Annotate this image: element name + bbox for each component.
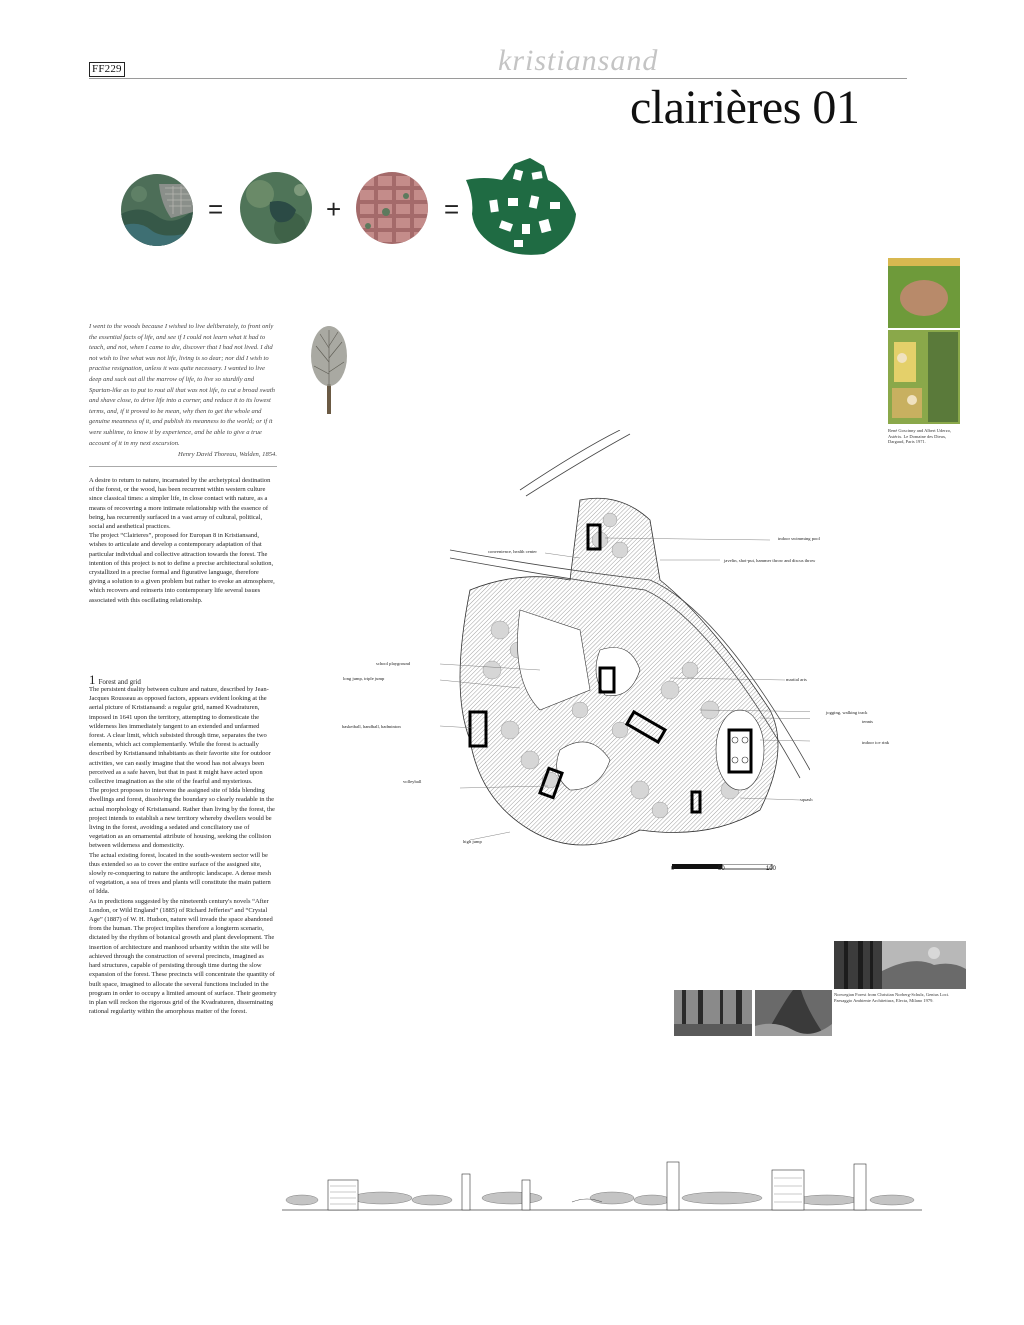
quote-source: Henry David Thoreau, Walden, 1854. bbox=[178, 451, 277, 459]
comic-caption: René Goscinny and Albert Uderzo, Astérix. Le Domaine des Dieux, Dargaud, Paris 1971. bbox=[888, 428, 952, 444]
aerial-forest-coast-image bbox=[121, 174, 193, 246]
equals-operator-1: = bbox=[208, 194, 224, 224]
intro-paragraph-1: A desire to return to nature, incarnated by the archetypical destination of the forest, or the wood, has been recurrent within western culture since classical times: a simpler life, in close contact with nature, as a means of recovering a more intimate relationship with the essence of being, has recurrently surfaced in a vast array of cultural, political, social and aesthetical practices. bbox=[89, 477, 271, 531]
section-paragraph-1: The persistent duality between culture and nature, described by Jean-Jacques Rousseau as opposed factors, appears evident looking at the aerial picture of Kristiansand: a regular grid, named Kvadraturen, imposed in 1641 upon the territory, attempting to domesticate the wilderness lies immediately tangent to an extended and unfarmed forest. A clear limit, which subsisted through time, separates the two elements, which act complementarily. While the forest is actually described by Kristiansand inhabitants as their favorite site for outdoor activities, we can easily imagine that the wood has not always been perceived as a safe haven, but that in past it might have acted upon collective imagination as the site of the fearful and mysterious. bbox=[89, 686, 271, 786]
site-section-elevation bbox=[282, 1160, 922, 1212]
label-indoor-swimming-pool: indoor swimming pool bbox=[778, 536, 820, 541]
intro-paragraph-2: The project “Clairieres”, proposed for Europan 8 in Kristiansand, wishes to articulate and develop a contemporary adaptation of that particular individual and collective attraction towards the forest. The intention of this project is not to define a precise architectural solution, crystallized in a precise formal and figurative language, therefore giving a solution to a given problem but rather to evoke an atmosphere, which recovers and reinserts into contemporary life several issues associated with this oscillating relationship. bbox=[89, 532, 275, 604]
equals-operator-2: = bbox=[444, 194, 460, 224]
quote-divider bbox=[89, 466, 277, 467]
section-paragraph-2: The project proposes to intervene the assigned site of Idda blending dwellings and forest, dissolving the boundary so clearly readable in the actual morphology of Kristiansand. Rather than living by the forest, the project intends to establish a new territory whereby dwellers would be living in the forest, avoiding a sedated and conciliatory use of vegetation as an ornamental attribute of housing, seeking the collision between wilderness and domesticity. bbox=[89, 787, 275, 850]
section-paragraph-3: The actual existing forest, located in the south-western sector will be thus extended so as to cover the entire surface of the assigned site, slowly re-conquering to nature the anthropic landscape. A dense mesh of vegetation, a sea of trees and plants will constitute the main pattern of Idda. bbox=[89, 851, 271, 896]
aerial-city-grid-image bbox=[356, 172, 428, 244]
label-volleyball: volleyball bbox=[403, 779, 422, 784]
plus-operator: + bbox=[326, 194, 342, 224]
city-name: kristiansand bbox=[498, 44, 659, 77]
forest-photo-large bbox=[834, 941, 966, 989]
tree-image bbox=[308, 322, 350, 414]
site-plan bbox=[440, 430, 810, 860]
forest-clearing-diagram bbox=[464, 158, 584, 258]
asterix-comic-image bbox=[888, 258, 960, 426]
label-tennis: tennis bbox=[862, 719, 873, 724]
scale-label-50: 50 bbox=[718, 866, 725, 872]
section-number: 1 bbox=[89, 672, 96, 687]
thoreau-quote bbox=[89, 322, 277, 461]
page-title: clairières 01 bbox=[630, 81, 860, 134]
section-text bbox=[89, 685, 277, 1016]
aerial-forest-image bbox=[240, 172, 312, 244]
scale-bar bbox=[672, 857, 774, 863]
section-paragraph-4: As in predictions suggested by the nineteenth century's novels “After London, or Wild England” (1885) of Richard Jefferies” and “Crystal Age” (1887) of W. H. Hudson, nature will invade the space abandoned from the human. The project implies therefore a longterm scenario, dictated by the rhythm of botanical growth and plant development. The insertion of architecture and manhood urbanity within the site will be achieved through the construction of several precincts, imagined as hard structures, capable of persisting through time during the slow expansion of the forest. These precincts will concentrate the quantity of built space, imagined to allocate the several functions included in the program in order to occupy a limited amount of surface. Their geometry in plan will reckon the rigorous grid of the Kvadraturen, disseminating rational regularity within the amorphous matter of the forest. bbox=[89, 897, 277, 1016]
label-jogging-track: jogging, walking track bbox=[826, 710, 868, 715]
label-high-jump: high jump bbox=[463, 839, 482, 844]
scale-label-100: 100 bbox=[766, 866, 777, 872]
label-martial-arts: martial arts bbox=[786, 677, 807, 682]
quote-text: I went to the woods because I wished to live deliberately, to front only the essential facts of life, and see if I could not learn what it had to teach, and not, when I came to die, discover that I had not lived. I did not wish to live what was not life, living is so dear; nor did I wish to practise resignation, unless it was quite necessary. I wanted to live deep and suck out all the marrow of life, to live so sturdily and Spartan-like as to put to rout all that was not life, to cut a broad swath and shave close, to drive life into a corner, and reduce it to its lowest terms, and, if it proved to be mean, why then to get the whole and genuine meanness of it, and publish its meanness to the world; or if it were sublime, to know it by experience, and be able to give a true account of it in my next excursion. bbox=[89, 323, 275, 447]
label-squash: squash bbox=[800, 797, 813, 802]
section-title: Forest and grid bbox=[98, 678, 141, 686]
label-school-playground: school playground bbox=[376, 661, 411, 666]
label-javelin: javelin, shot-put, hammer throw and discus throw bbox=[724, 558, 816, 563]
label-basketball: basketball, handball, badminton bbox=[342, 724, 401, 729]
label-health-center: convenience, health center bbox=[488, 549, 537, 554]
project-code: FF229 bbox=[89, 62, 125, 77]
scale-label-0: 0 bbox=[671, 866, 675, 872]
forest-photo-caption: Norwegian Forest from Christian Norberg-Schulz, Genius Loci. Paesaggio Ambiente Architettura, Electa, Milano 1979. bbox=[834, 992, 950, 1003]
header-rule bbox=[89, 78, 907, 79]
intro-text bbox=[89, 476, 277, 605]
forest-photo-trees bbox=[674, 990, 752, 1036]
label-indoor-ice-rink: indoor ice rink bbox=[862, 740, 890, 745]
forest-photo-roots bbox=[755, 990, 832, 1036]
label-long-jump: long jump, triple jump bbox=[343, 676, 385, 681]
